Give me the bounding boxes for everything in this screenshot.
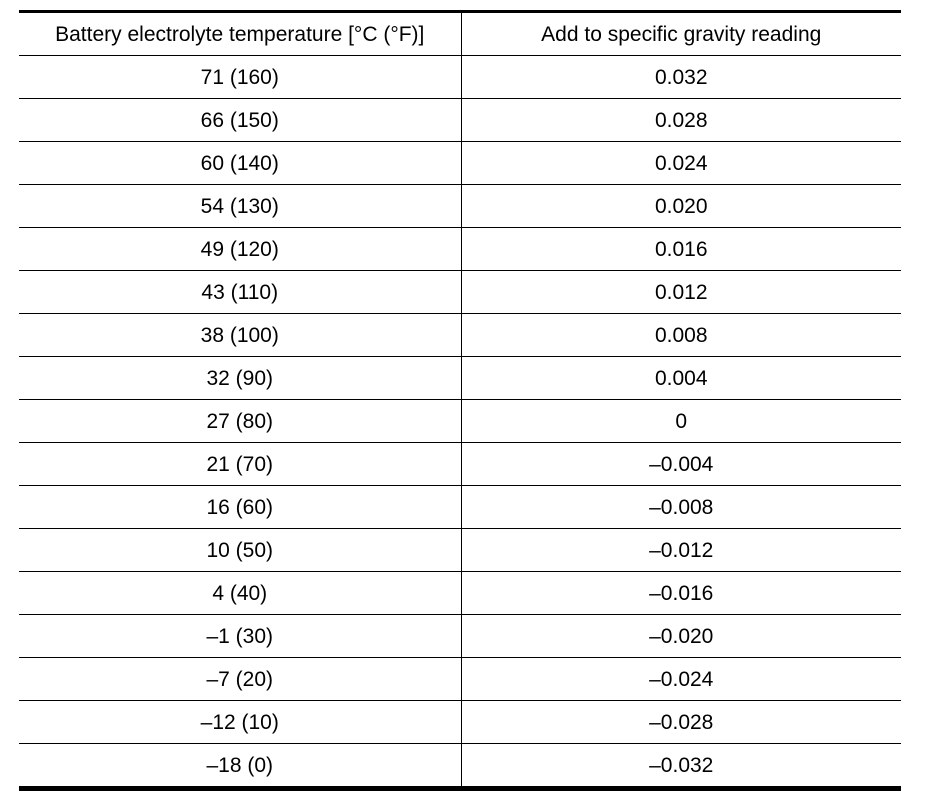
temperature-cell: 10 (50)	[19, 529, 461, 572]
temperature-cell: 43 (110)	[19, 271, 461, 314]
correction-cell: –0.012	[461, 529, 901, 572]
temperature-cell: –12 (10)	[19, 701, 461, 744]
correction-cell: –0.004	[461, 443, 901, 486]
correction-cell: 0.004	[461, 357, 901, 400]
temperature-cell: 71 (160)	[19, 56, 461, 99]
table-row	[19, 56, 901, 99]
table-header	[19, 12, 901, 56]
table-row	[19, 228, 901, 271]
correction-cell: –0.008	[461, 486, 901, 529]
table-row	[19, 357, 901, 400]
table-row	[19, 529, 901, 572]
correction-cell: 0.024	[461, 142, 901, 185]
correction-cell: –0.028	[461, 701, 901, 744]
table-row	[19, 443, 901, 486]
correction-cell: 0.016	[461, 228, 901, 271]
table-row	[19, 701, 901, 744]
temperature-cell: 16 (60)	[19, 486, 461, 529]
table-row	[19, 744, 901, 789]
temperature-cell: 27 (80)	[19, 400, 461, 443]
temperature-cell: –7 (20)	[19, 658, 461, 701]
correction-cell: 0.032	[461, 56, 901, 99]
correction-cell: –0.016	[461, 572, 901, 615]
correction-cell: 0.028	[461, 99, 901, 142]
table-row	[19, 572, 901, 615]
correction-cell: 0	[461, 400, 901, 443]
header-temperature: Battery electrolyte temperature [°C (°F)]	[19, 12, 461, 56]
table-row	[19, 99, 901, 142]
header-row	[19, 12, 901, 56]
temperature-cell: 21 (70)	[19, 443, 461, 486]
temperature-cell: 4 (40)	[19, 572, 461, 615]
correction-cell: 0.020	[461, 185, 901, 228]
temperature-cell: 49 (120)	[19, 228, 461, 271]
correction-cell: 0.008	[461, 314, 901, 357]
correction-cell: –0.020	[461, 615, 901, 658]
temperature-cell: 60 (140)	[19, 142, 461, 185]
header-correction: Add to specific gravity reading	[461, 12, 901, 56]
correction-cell: –0.024	[461, 658, 901, 701]
correction-table-container	[19, 10, 901, 791]
temperature-cell: 66 (150)	[19, 99, 461, 142]
table-row	[19, 271, 901, 314]
table-row	[19, 314, 901, 357]
table-body	[19, 56, 901, 789]
table-row	[19, 142, 901, 185]
table-row	[19, 615, 901, 658]
table-row	[19, 486, 901, 529]
temperature-cell: 32 (90)	[19, 357, 461, 400]
correction-cell: –0.032	[461, 744, 901, 789]
correction-cell: 0.012	[461, 271, 901, 314]
table-row	[19, 658, 901, 701]
specific-gravity-correction-table	[19, 10, 901, 791]
temperature-cell: 38 (100)	[19, 314, 461, 357]
table-row	[19, 185, 901, 228]
temperature-cell: –1 (30)	[19, 615, 461, 658]
temperature-cell: 54 (130)	[19, 185, 461, 228]
temperature-cell: –18 (0)	[19, 744, 461, 789]
table-row	[19, 400, 901, 443]
